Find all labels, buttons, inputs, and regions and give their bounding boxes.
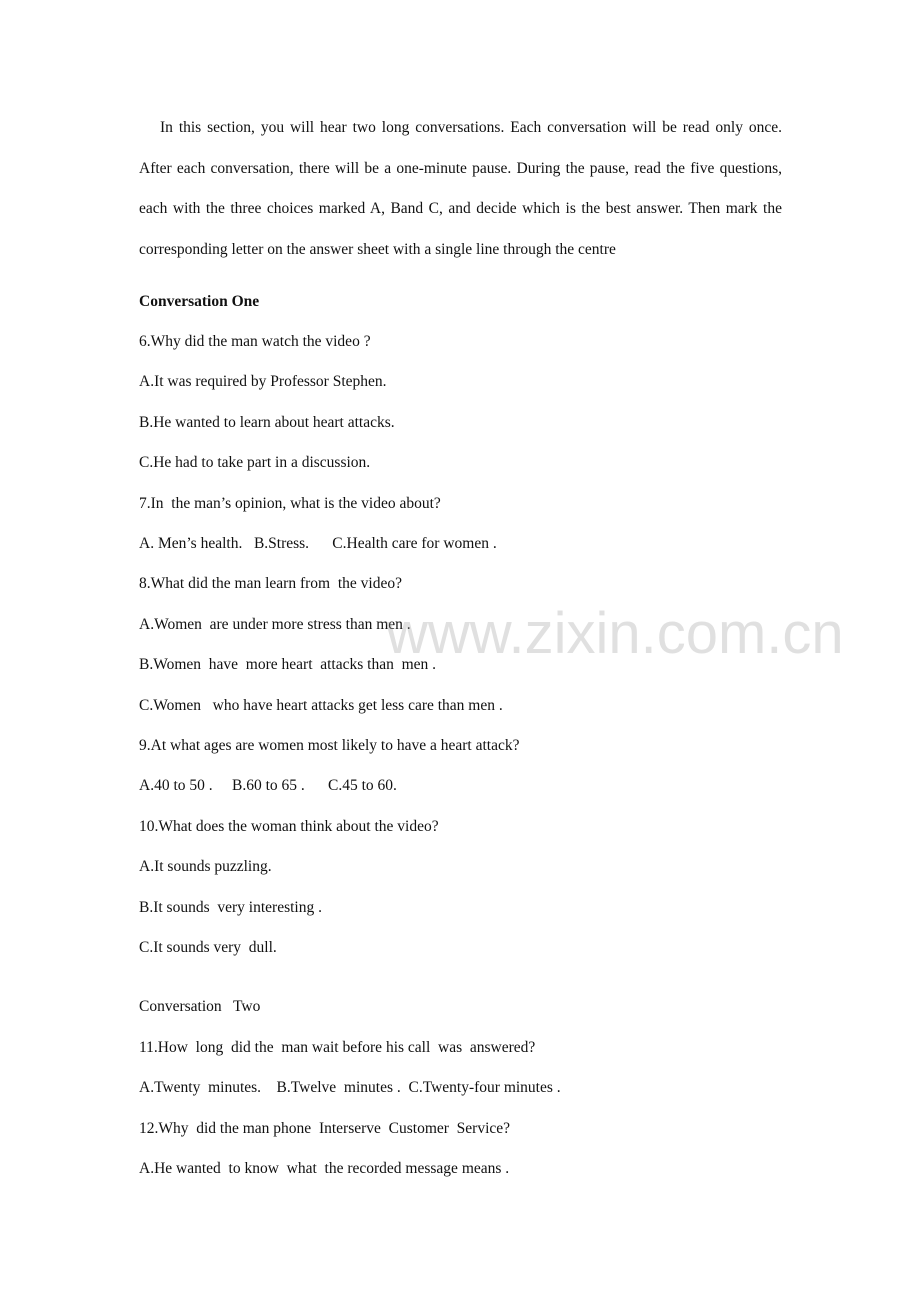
question-6-option-b: B.He wanted to learn about heart attacks. [139, 414, 395, 431]
question-10-option-b: B.It sounds very interesting . [139, 899, 322, 916]
question-6-option-a: A.It was required by Professor Stephen. [139, 373, 387, 390]
question-10: 10.What does the woman think about the video? [139, 818, 439, 835]
question-9: 9.At what ages are women most likely to have a heart attack? [139, 737, 520, 754]
question-12: 12.Why did the man phone Interserve Customer Service? [139, 1120, 511, 1137]
question-9-options: A.40 to 50 . B.60 to 65 . C.45 to 60. [139, 777, 397, 794]
question-8-option-a: A.Women are under more stress than men . [139, 616, 411, 633]
question-10-option-a: A.It sounds puzzling. [139, 858, 272, 875]
question-6: 6.Why did the man watch the video ? [139, 333, 371, 350]
question-8: 8.What did the man learn from the video? [139, 575, 402, 592]
question-6-option-c: C.He had to take part in a discussion. [139, 454, 371, 471]
watermark: www.zixin.com.cn [386, 601, 844, 666]
question-8-option-c: C.Women who have heart attacks get less care than men . [139, 697, 503, 714]
question-11: 11.How long did the man wait before his call was answered? [139, 1039, 536, 1056]
question-7: 7.In the man’s opinion, what is the video about? [139, 495, 441, 512]
section-instructions: In this section, you will hear two long conversations. Each conversation will be read only once. After each conversation, there will be a one-minute pause. During the pause, read the five questions, each with the three choices marked A, Band C, and decide which is the best answer. Then mark the corresponding letter on the answer sheet with a single line through the centre [139, 119, 782, 258]
question-7-options: A. Men’s health. B.Stress. C.Health care for women . [139, 535, 497, 552]
conversation-two-heading: Conversation Two [139, 998, 261, 1015]
question-12-option-a: A.He wanted to know what the recorded message means . [139, 1160, 510, 1177]
question-10-option-c: C.It sounds very dull. [139, 939, 277, 956]
conversation-one-heading: Conversation One [139, 293, 260, 310]
question-8-option-b: B.Women have more heart attacks than men . [139, 656, 437, 673]
question-11-options: A.Twenty minutes. B.Twelve minutes . C.Twenty-four minutes . [139, 1079, 561, 1096]
